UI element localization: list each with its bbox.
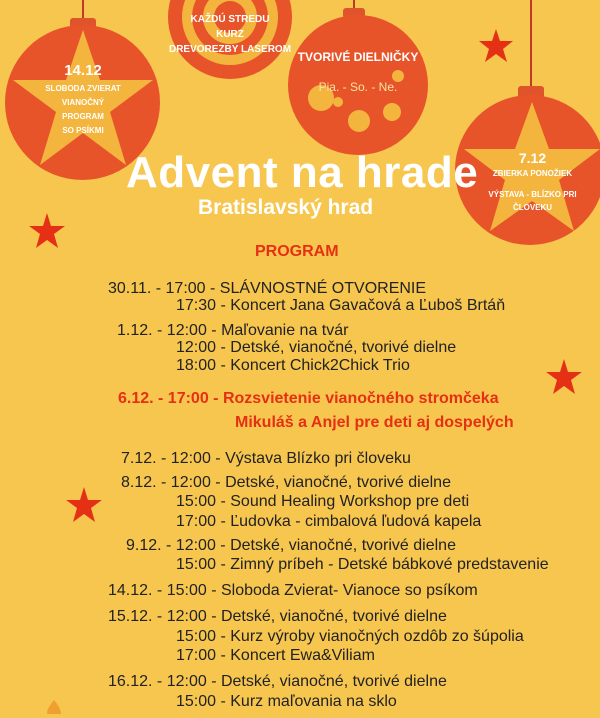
program-line: 17:30 - Koncert Jana Gavačová a Ľuboš Brtáň [176, 297, 506, 314]
workshops-label: TVORIVÉ DIELNIČKY [297, 50, 419, 64]
ball-line-3: ČLOVEKU [512, 203, 553, 212]
page-subtitle: Bratislavský hrad [198, 196, 374, 219]
star-line-2: VIANOČNÝ [61, 98, 105, 107]
program-line: 18:00 - Koncert Chick2Chick Trio [176, 357, 410, 374]
ornament-hanger [530, 0, 532, 88]
workshops-days: Pia. - So. - Ne. [318, 80, 398, 94]
red-star-icon [65, 486, 103, 524]
program-line: 14.12. - 15:00 - Sloboda Zvierat- Vianoce so psíkom [108, 582, 478, 599]
program-line: 17:00 - Koncert Ewa&Viliam [176, 647, 375, 664]
program-line: 15:00 - Sound Healing Workshop pre deti [176, 493, 470, 510]
ball-text [460, 167, 600, 214]
star-line-3: PROGRAM [62, 112, 104, 121]
laser-course-label [165, 12, 295, 57]
red-star-icon [478, 28, 514, 64]
laser-line-2: KURZ [216, 29, 244, 40]
program-line: 15:00 - Kurz maľovania na sklo [176, 693, 397, 710]
program-line: 8.12. - 12:00 - Detské, vianočné, tvorivé dielne [121, 474, 451, 491]
program-line: 15:00 - Zimný príbeh - Detské bábkové predstavenie [176, 556, 549, 573]
program-line: 7.12. - 12:00 - Výstava Blízko pri človeku [121, 450, 411, 467]
red-star-icon [545, 358, 583, 396]
program-line: 17:00 - Ľudovka - cimbalová ľudová kapela [176, 513, 482, 530]
ball-date: 7.12 [518, 150, 547, 166]
program-heading: PROGRAM [255, 243, 339, 260]
star-date: 14.12 [64, 62, 102, 79]
program-line: 30.11. - 17:00 - SLÁVNOSTNÉ OTVORENIE [108, 280, 427, 297]
program-line-highlight: 6.12. - 17:00 - Rozsvietenie vianočného stromčeka [118, 390, 499, 407]
program-line: 16.12. - 12:00 - Detské, vianočné, tvorivé dielne [108, 673, 447, 690]
program-line: 1.12. - 12:00 - Maľovanie na tvár [117, 322, 349, 339]
program-line: 15:00 - Kurz výroby vianočných ozdôb zo šúpolia [176, 628, 524, 645]
page-title: Advent na hrade [126, 148, 479, 197]
program-line-highlight: Mikuláš a Anjel pre deti aj dospelých [235, 414, 514, 431]
program-line: 9.12. - 12:00 - Detské, vianočné, tvorivé dielne [126, 537, 456, 554]
candle-flame-icon [45, 698, 63, 718]
star-line-4: SO PSÍKMI [62, 126, 104, 135]
star-text [8, 82, 158, 138]
star-line-1: SLOBODA ZVIERAT [45, 84, 121, 93]
ball-line-2: VÝSTAVA - BLÍZKO PRI [488, 190, 577, 199]
program-line: 12:00 - Detské, vianočné, tvorivé dielne [176, 339, 457, 356]
laser-line-3: DREVOREZBY LASEROM [168, 44, 292, 55]
laser-line-1: KAŽDÚ STREDU [190, 14, 270, 25]
program-line: 15.12. - 12:00 - Detské, vianočné, tvorivé dielne [108, 608, 447, 625]
ball-line-1: ZBIERKA PONOŽIEK [492, 169, 573, 178]
red-star-icon [28, 212, 66, 250]
